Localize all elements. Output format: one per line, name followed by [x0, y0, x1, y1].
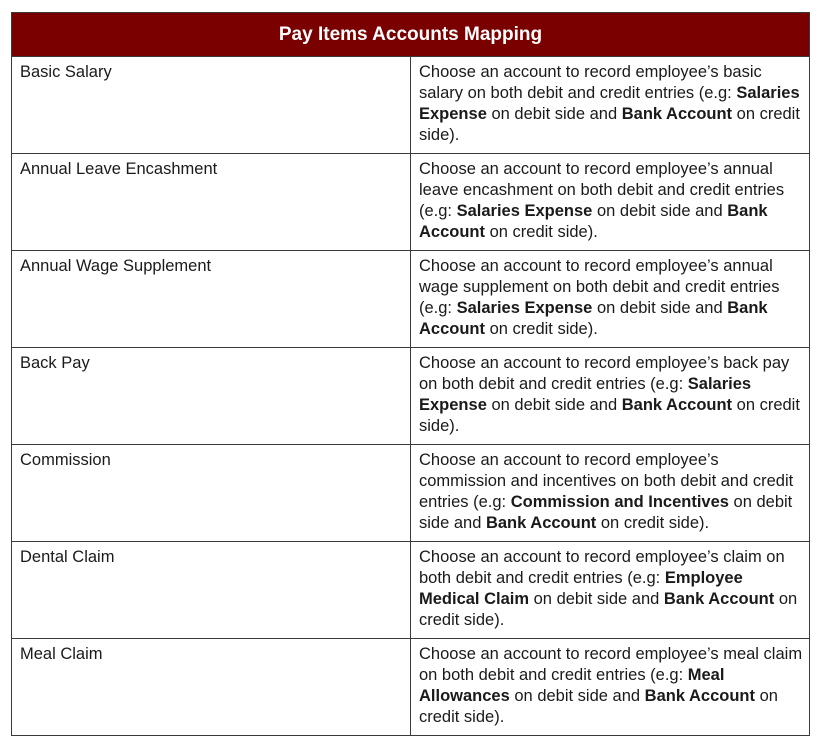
- description-text: Choose an account to record employee’s meal claim on both debit and credit entries (e.g:: [419, 645, 803, 684]
- description-text: Choose an account to record employee’s annual leave encashment on both debit and credit entries (e.g:: [419, 160, 785, 220]
- description-text: on credit side).: [419, 396, 800, 435]
- description-text: on credit side).: [419, 590, 798, 629]
- pay-item-description: [411, 154, 810, 251]
- account-name: Bank Account: [621, 105, 733, 123]
- description-text: Choose an account to record employee’s claim on both debit and credit entries (e.g:: [419, 548, 785, 587]
- description-text: Choose an account to record employee’s basic salary on both debit and credit entries (e.g:: [419, 63, 762, 102]
- pay-item-description: [411, 57, 810, 154]
- pay-item-name: Meal Claim: [12, 639, 411, 736]
- account-name: Employee Medical Claim: [419, 569, 743, 608]
- pay-item-name: Annual Leave Encashment: [12, 154, 411, 251]
- pay-items-mapping-table: [11, 12, 810, 736]
- description-text: on debit side and: [592, 202, 728, 220]
- description-text: Choose an account to record employee’s back pay on both debit and credit entries (e.g:: [419, 354, 790, 393]
- table-row: [12, 348, 810, 445]
- table-title: Pay Items Accounts Mapping: [12, 13, 810, 57]
- description-text: on credit side).: [419, 105, 800, 144]
- account-name: Meal Allowances: [419, 666, 725, 705]
- description-text: on credit side).: [419, 687, 778, 726]
- table-row: [12, 251, 810, 348]
- pay-item-description: [411, 639, 810, 736]
- pay-item-name: Commission: [12, 445, 411, 542]
- account-name: Salaries Expense: [456, 299, 593, 317]
- account-name: Salaries Expense: [456, 202, 593, 220]
- pay-item-name: Basic Salary: [12, 57, 411, 154]
- description-text: on debit side and: [529, 590, 664, 608]
- table-row: [12, 445, 810, 542]
- pay-item-name: Annual Wage Supplement: [12, 251, 411, 348]
- description-text: on debit side and: [419, 493, 793, 532]
- account-name: Bank Account: [419, 299, 768, 338]
- table-row: [12, 154, 810, 251]
- description-text: on credit side).: [596, 514, 710, 532]
- description-text: Choose an account to record employee’s commission and incentives on both debit and credit entries (e.g:: [419, 451, 794, 511]
- account-name: Bank Account: [644, 687, 755, 705]
- table-row: [12, 57, 810, 154]
- account-name: Salaries Expense: [419, 375, 752, 414]
- description-text: on credit side).: [485, 223, 598, 241]
- pay-item-description: [411, 542, 810, 639]
- pay-item-description: [411, 251, 810, 348]
- description-text: on credit side).: [485, 320, 598, 338]
- account-name: Commission and Incentives: [510, 493, 729, 511]
- table-header-row: [12, 13, 810, 57]
- account-name: Bank Account: [663, 590, 775, 608]
- description-text: on debit side and: [592, 299, 728, 317]
- account-name: Bank Account: [419, 202, 768, 241]
- pay-item-name: Dental Claim: [12, 542, 411, 639]
- table-row: [12, 639, 810, 736]
- pay-item-name: Back Pay: [12, 348, 411, 445]
- description-text: on debit side and: [486, 105, 622, 123]
- description-text: on debit side and: [509, 687, 645, 705]
- pay-item-description: [411, 445, 810, 542]
- account-name: Salaries Expense: [419, 84, 800, 123]
- table-row: [12, 542, 810, 639]
- table-body: [12, 57, 810, 736]
- pay-item-description: [411, 348, 810, 445]
- description-text: on debit side and: [486, 396, 622, 414]
- account-name: Bank Account: [485, 514, 597, 532]
- account-name: Bank Account: [621, 396, 733, 414]
- description-text: Choose an account to record employee’s annual wage supplement on both debit and credit entries (e.g:: [419, 257, 780, 317]
